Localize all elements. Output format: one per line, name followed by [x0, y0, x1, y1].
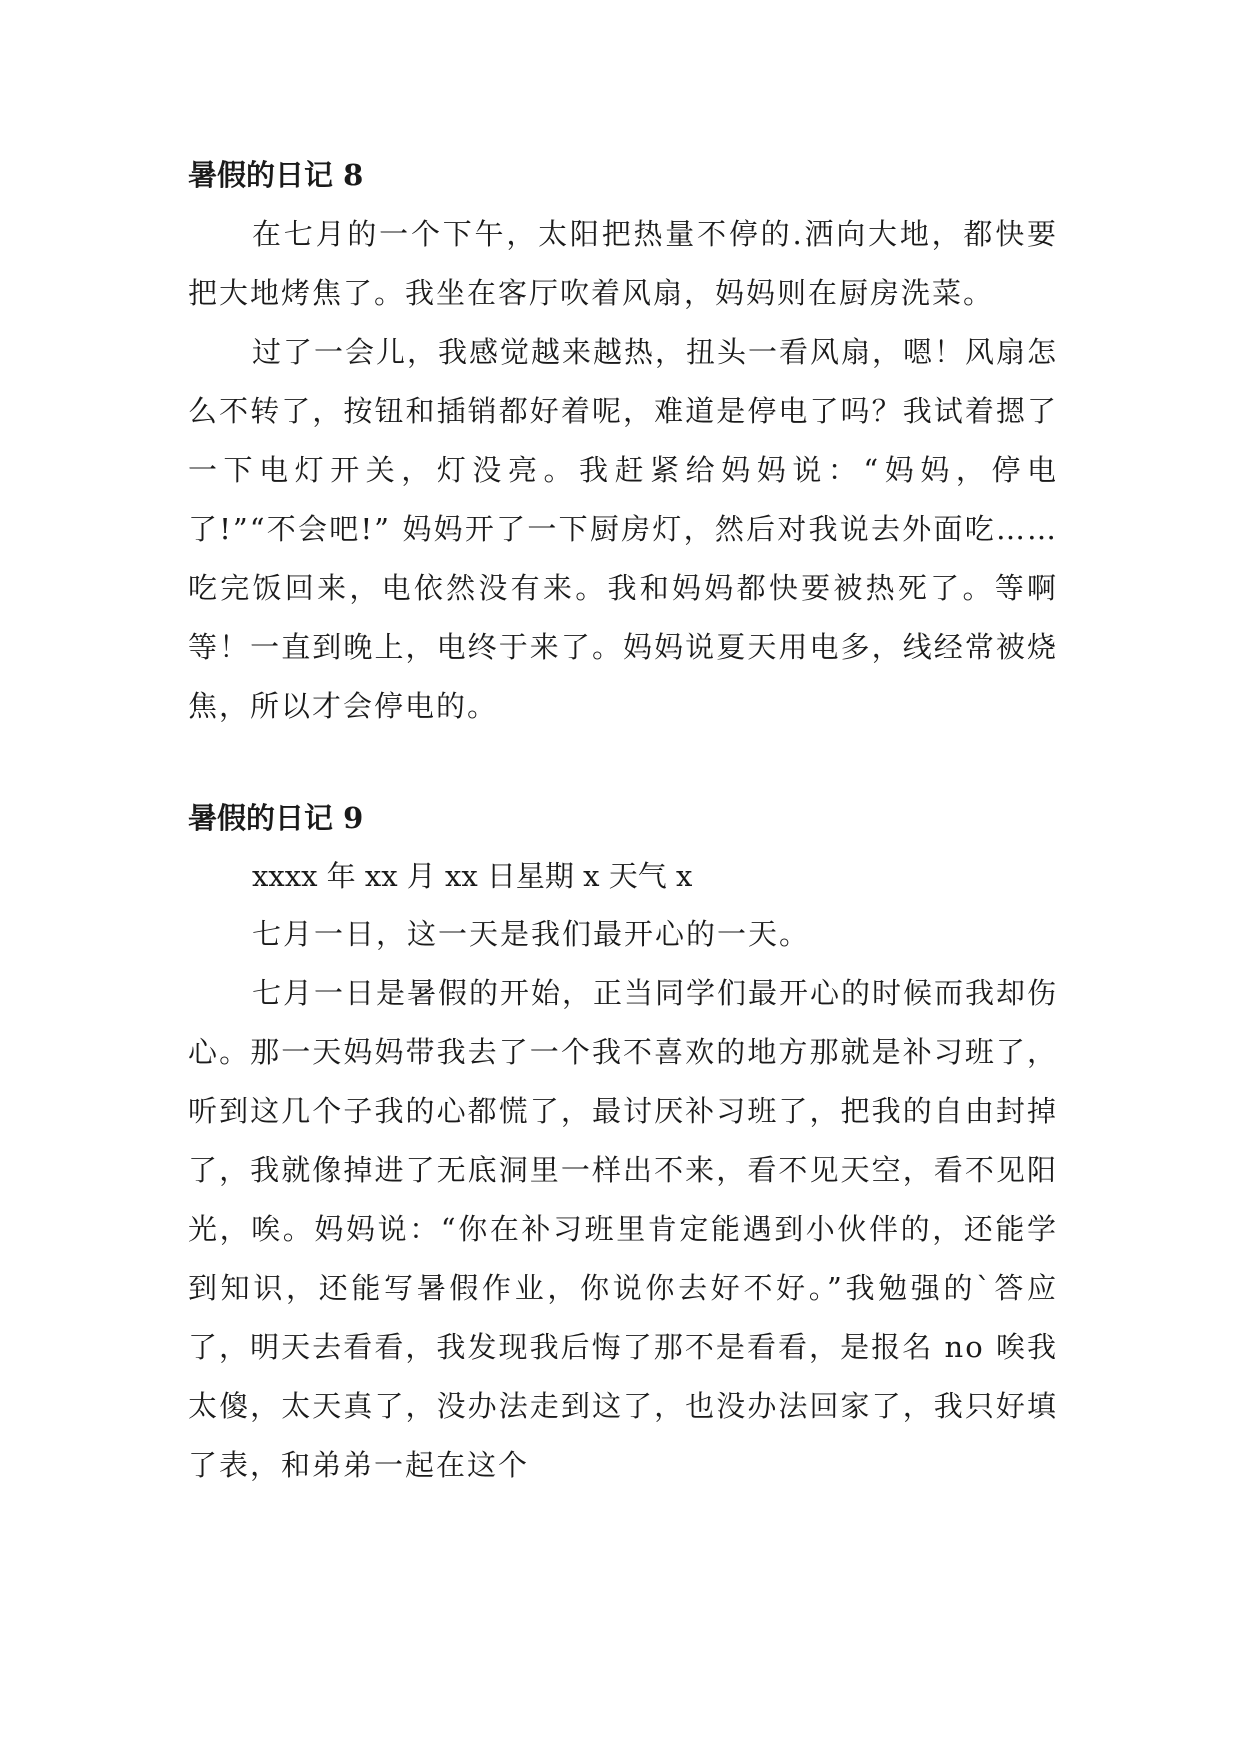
paragraph: 过了一会儿，我感觉越来越热，扭头一看风扇，嗯！风扇怎么不转了，按钮和插销都好着呢，难道是停电了吗？我试着摁了一下电灯开关，灯没亮。我赶紧给妈妈说：“妈妈，停电了!”“不会吧!” 妈妈开了一下厨房灯，然后对我说去外面吃……吃完饭回来，电依然没有来。我和妈妈都快要被热死了。等啊等！一直到晚上，电终于来了。妈妈说夏天用电多，线经常被烧焦，所以才会停电的。	[188, 335, 1059, 723]
paragraph: 在七月的一个下午，太阳把热量不停的.洒向大地，都快要把大地烤焦了。我坐在客厅吹着风扇，妈妈则在厨房洗菜。	[188, 217, 1058, 310]
document-page	[188, 145, 1058, 1495]
entry-title: 暑假的日记 9	[188, 801, 364, 835]
section-spacer	[188, 736, 1058, 788]
diary-entry-9	[188, 788, 1058, 1495]
entry-title: 暑假的日记 8	[188, 158, 364, 192]
date-weather-line: xxxx 年 xx 月 xx 日星期 x 天气 x	[252, 859, 693, 893]
diary-entry-8	[188, 145, 1058, 736]
paragraph: 七月一日，这一天是我们最开心的一天。	[252, 917, 811, 951]
paragraph: 七月一日是暑假的开始，正当同学们最开心的时候而我却伤心。那一天妈妈带我去了一个我不喜欢的地方那就是补习班了，听到这几个子我的心都慌了，最讨厌补习班了，把我的自由封掉了，我就像掉进了无底洞里一样出不来，看不见天空，看不见阳光，唉。妈妈说：“你在补习班里肯定能遇到小伙伴的，还能学到知识，还能写暑假作业，你说你去好不好。”我勉强的`答应了，明天去看看，我发现我后悔了那不是看看，是报名 no 唉我太傻，太天真了，没办法走到这了，也没办法回家了，我只好填了表，和弟弟一起在这个	[188, 976, 1059, 1482]
